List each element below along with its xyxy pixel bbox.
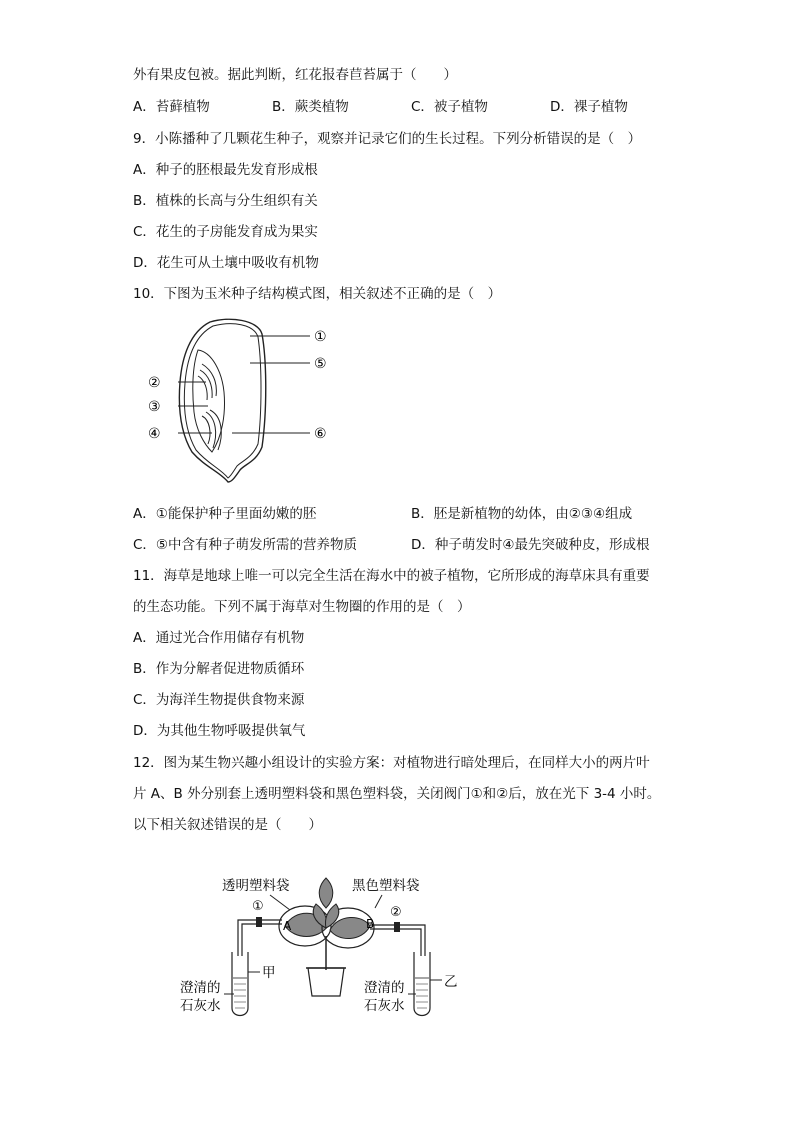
label-2: ②: [148, 375, 161, 391]
label-5: ⑤: [314, 356, 327, 372]
q9-option-d[interactable]: D．花生可从土壤中吸收有机物: [133, 255, 319, 271]
q8-stem-tail: 外有果皮包被。据此判断，红花报春苣苔属于（ ）: [133, 67, 457, 83]
q12-stem-line2: 片 A、B 外分别套上透明塑料袋和黑色塑料袋，关闭阀门①和②后，放在光下 3-4 小时。: [133, 786, 661, 802]
q9-option-b[interactable]: B．植株的长高与分生组织有关: [133, 193, 318, 209]
q10-stem: 10．下图为玉米种子结构模式图，相关叙述不正确的是（ ）: [133, 286, 502, 302]
leaf-b-label: B: [366, 917, 375, 931]
corn-seed-diagram: [140, 312, 340, 487]
q9-option-c[interactable]: C．花生的子房能发育成为果实: [133, 224, 318, 240]
valve-2-label: ②: [390, 905, 402, 920]
limewater-left-line1: 澄清的: [180, 980, 221, 996]
q12-stem-line1: 12．图为某生物兴趣小组设计的实验方案：对植物进行暗处理后，在同样大小的两片叶: [133, 755, 650, 771]
q10-option-d[interactable]: D．种子萌发时④最先突破种皮，形成根: [411, 537, 650, 553]
q11-stem-line2: 的生态功能。下列不属于海草对生物圈的作用的是（ ）: [133, 599, 471, 615]
q11-stem-line1: 11．海草是地球上唯一可以完全生活在海水中的被子植物，它所形成的海草床具有重要: [133, 568, 650, 584]
q8-option-a[interactable]: A．苔藓植物: [133, 99, 210, 115]
q10-option-a[interactable]: A．①能保护种子里面幼嫩的胚: [133, 506, 317, 522]
limewater-right-line2: 石灰水: [364, 998, 405, 1014]
q11-option-b[interactable]: B．作为分解者促进物质循环: [133, 661, 305, 677]
seed-coat-outline: [179, 319, 265, 482]
q11-option-d[interactable]: D．为其他生物呼吸提供氧气: [133, 723, 306, 739]
experiment-diagram: [170, 868, 490, 1028]
q10-option-c[interactable]: C．⑤中含有种子萌发所需的营养物质: [133, 537, 358, 553]
valve-1-icon[interactable]: [256, 917, 262, 927]
label-4: ④: [148, 426, 161, 442]
q11-option-c[interactable]: C．为海洋生物提供食物来源: [133, 692, 305, 708]
flower-pot: [308, 968, 344, 996]
valve-1-label: ①: [252, 899, 264, 914]
q11-option-a[interactable]: A．通过光合作用储存有机物: [133, 630, 305, 646]
q8-option-c[interactable]: C．被子植物: [411, 99, 488, 115]
clear-bag-label: 透明塑料袋: [222, 878, 290, 894]
limewater-right-line1: 澄清的: [364, 980, 405, 996]
tube-jia-label: 甲: [262, 965, 276, 981]
q10-option-b[interactable]: B．胚是新植物的幼体，由②③④组成: [411, 506, 633, 522]
tube-yi-label: 乙: [444, 974, 458, 990]
black-bag-label: 黑色塑料袋: [352, 878, 420, 894]
label-6: ⑥: [314, 426, 327, 442]
q8-option-b[interactable]: B．蕨类植物: [272, 99, 349, 115]
q9-option-a[interactable]: A．种子的胚根最先发育形成根: [133, 162, 318, 178]
limewater-left-line2: 石灰水: [180, 998, 221, 1014]
leaf-a-label: A: [283, 919, 292, 933]
q8-option-d[interactable]: D．裸子植物: [550, 99, 628, 115]
valve-2-icon[interactable]: [394, 922, 400, 932]
q12-stem-line3: 以下相关叙述错误的是（ ）: [133, 817, 322, 833]
q9-stem: 9．小陈播种了几颗花生种子，观察并记录它们的生长过程。下列分析错误的是（ ）: [133, 131, 642, 147]
label-1: ①: [314, 329, 327, 345]
label-3: ③: [148, 399, 161, 415]
